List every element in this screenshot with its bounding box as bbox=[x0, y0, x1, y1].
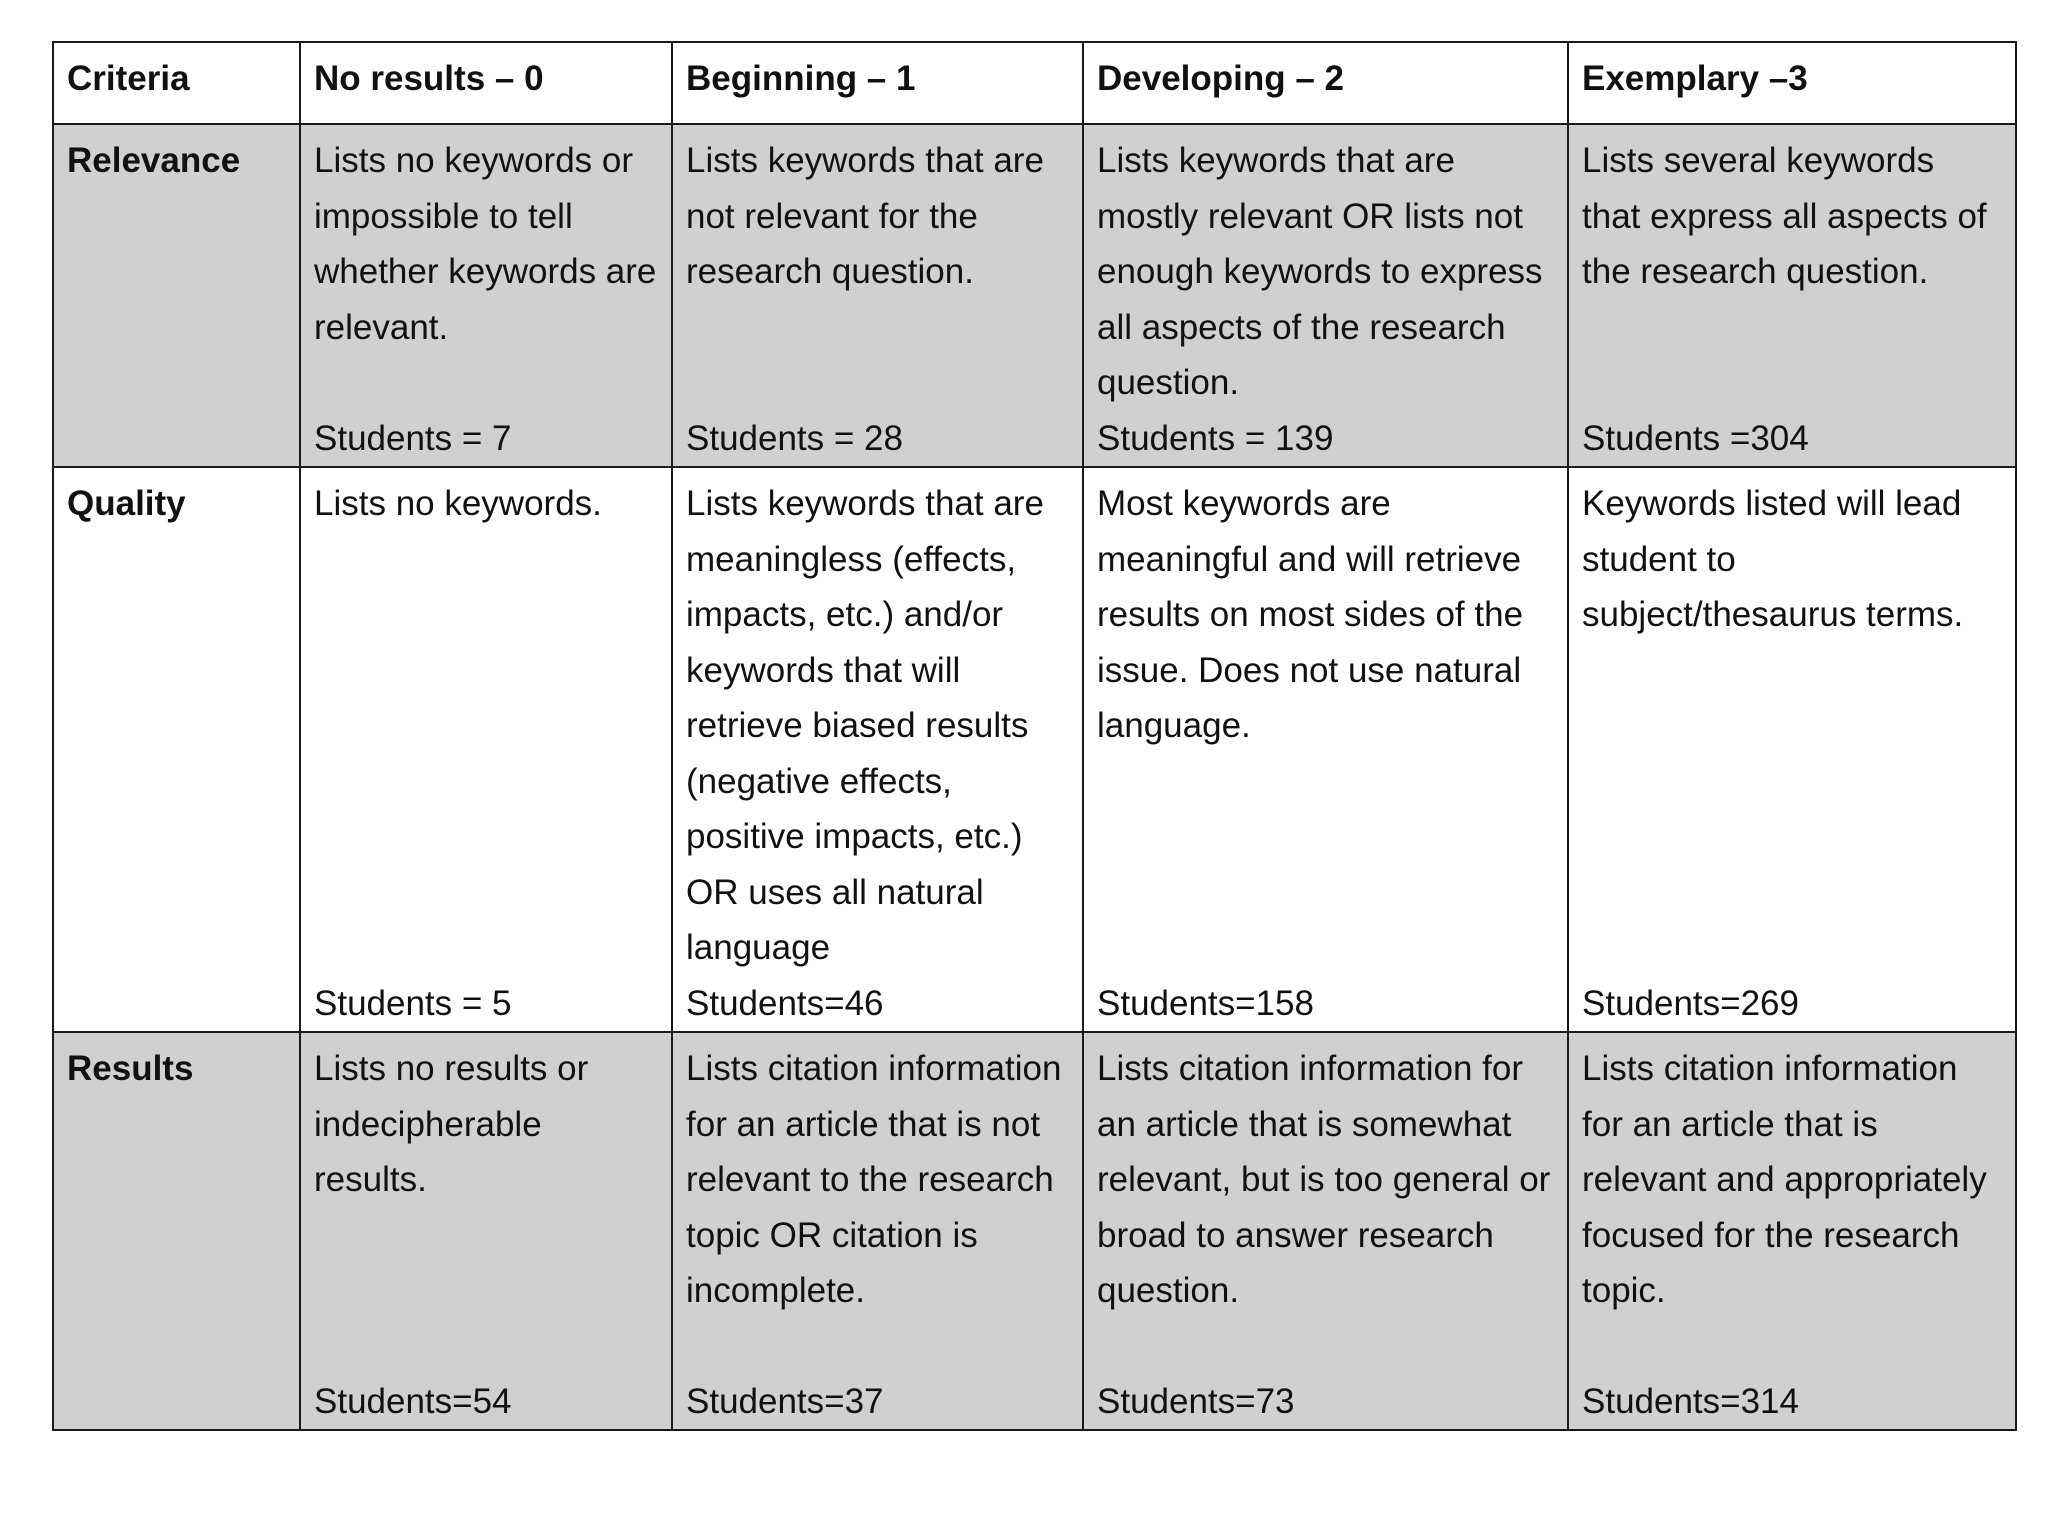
cell-description: Lists several keywords that express all aspects of the research question. bbox=[1582, 141, 1987, 291]
header-level-3: Exemplary –3 bbox=[1568, 42, 2016, 124]
rubric-cell bbox=[300, 1032, 672, 1430]
header-level-2: Developing – 2 bbox=[1083, 42, 1568, 124]
rubric-cell bbox=[672, 124, 1083, 467]
table-row-quality bbox=[53, 467, 2016, 1032]
rubric-table bbox=[52, 41, 2017, 1431]
cell-description: Lists keywords that are mostly relevant OR lists not enough keywords to express all aspects of the research question. bbox=[1097, 141, 1543, 402]
student-count: Students=73 bbox=[1097, 1381, 1295, 1421]
rubric-cell bbox=[1083, 467, 1568, 1032]
header-criteria: Criteria bbox=[53, 42, 300, 124]
student-count: Students=269 bbox=[1582, 983, 1799, 1023]
rubric-cell bbox=[672, 1032, 1083, 1430]
rubric-cell bbox=[300, 467, 672, 1032]
student-count: Students=54 bbox=[314, 1381, 512, 1421]
student-count: Students=158 bbox=[1097, 983, 1314, 1023]
student-count: Students = 7 bbox=[314, 418, 512, 458]
rubric-cell bbox=[1083, 124, 1568, 467]
student-count: Students=314 bbox=[1582, 1381, 1799, 1421]
table-row-relevance bbox=[53, 124, 2016, 467]
student-count: Students=46 bbox=[686, 983, 884, 1023]
header-row bbox=[53, 42, 2016, 124]
student-count: Students =304 bbox=[1582, 418, 1809, 458]
cell-description: Lists citation information for an article that is not relevant to the research topic OR citation is incomplete. bbox=[686, 1049, 1062, 1310]
rubric-cell bbox=[1568, 124, 2016, 467]
student-count: Students=37 bbox=[686, 1381, 884, 1421]
cell-description: Lists no keywords or impossible to tell whether keywords are relevant. bbox=[314, 141, 657, 347]
cell-description: Keywords listed will lead student to subject/thesaurus terms. bbox=[1582, 484, 1964, 634]
student-count: Students = 28 bbox=[686, 418, 903, 458]
rubric-cell bbox=[1568, 467, 2016, 1032]
cell-description: Most keywords are meaningful and will retrieve results on most sides of the issue. Does not use natural language. bbox=[1097, 484, 1524, 745]
cell-description: Lists keywords that are not relevant for the research question. bbox=[686, 141, 1044, 291]
rubric-cell bbox=[1083, 1032, 1568, 1430]
cell-description: Lists no results or indecipherable results. bbox=[314, 1049, 589, 1199]
cell-description: Lists citation information for an article that is relevant and appropriately focused for the research topic. bbox=[1582, 1049, 1987, 1310]
student-count: Students = 5 bbox=[314, 983, 512, 1023]
cell-description: Lists keywords that are meaningless (effects, impacts, etc.) and/or keywords that will retrieve biased results (negative effects, positive impacts, etc.) OR uses all natural language bbox=[686, 484, 1044, 967]
criterion-label: Relevance bbox=[53, 124, 300, 467]
criterion-label: Quality bbox=[53, 467, 300, 1032]
cell-description: Lists no keywords. bbox=[314, 484, 602, 523]
table-row-results bbox=[53, 1032, 2016, 1430]
cell-description: Lists citation information for an article that is somewhat relevant, but is too general or broad to answer research question. bbox=[1097, 1049, 1551, 1310]
rubric-cell bbox=[672, 467, 1083, 1032]
header-level-0: No results – 0 bbox=[300, 42, 672, 124]
criterion-label: Results bbox=[53, 1032, 300, 1430]
student-count: Students = 139 bbox=[1097, 418, 1334, 458]
rubric-cell bbox=[1568, 1032, 2016, 1430]
header-level-1: Beginning – 1 bbox=[672, 42, 1083, 124]
rubric-cell bbox=[300, 124, 672, 467]
